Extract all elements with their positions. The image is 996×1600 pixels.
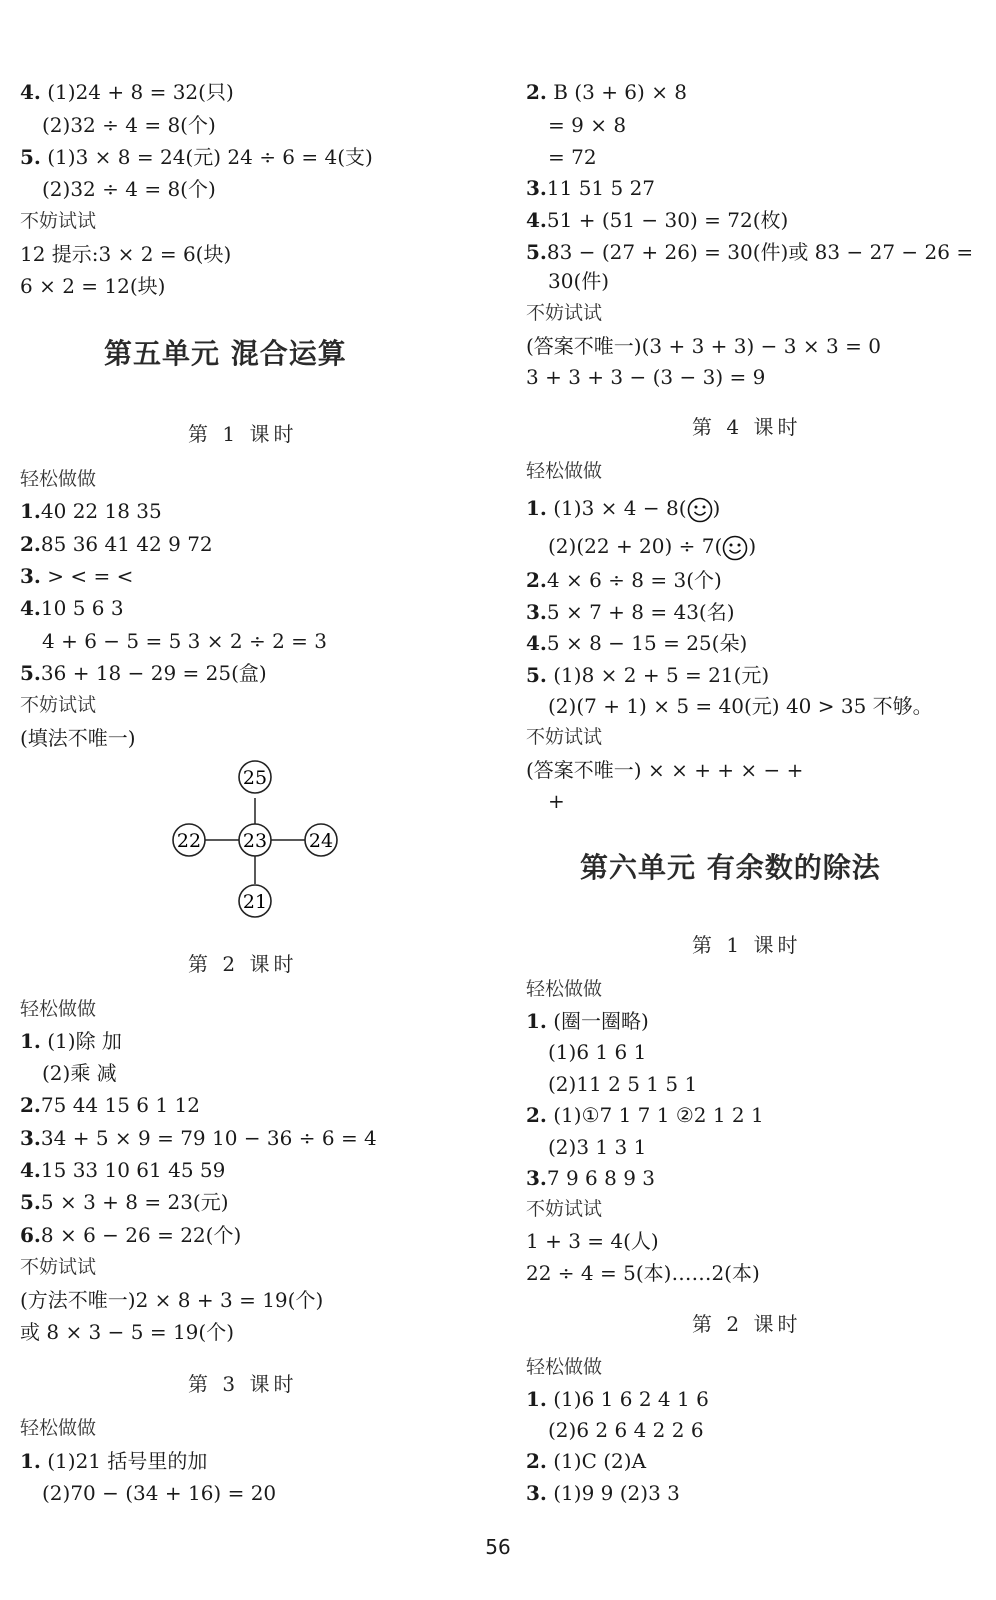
answer-line <box>526 1228 659 1254</box>
answer-line <box>548 1039 646 1065</box>
answer-number: 2. <box>526 1449 547 1473</box>
answer-text: 15 33 10 61 45 59 <box>40 1158 226 1182</box>
answer-number: 5. <box>526 240 547 264</box>
answer-line <box>526 1008 649 1034</box>
answer-line <box>526 1480 680 1506</box>
answer-text: 5 × 8 − 15 = 25(朵) <box>546 631 748 655</box>
answer-line <box>20 1448 207 1474</box>
answer-line <box>20 498 162 524</box>
answer-text: (圈一圈略) <box>546 1009 649 1033</box>
answer-line <box>20 79 234 105</box>
answer-text: 4 + 6 − 5 = 5 3 × 2 ÷ 2 = 3 <box>42 629 327 653</box>
unit6-lesson1-title: 第 1 课时 <box>692 933 802 957</box>
answer-text: (2)(7 + 1) × 5 = 40(元) 40 > 35 不够。 <box>548 694 933 718</box>
answer-line <box>548 268 609 294</box>
answer-line <box>548 1071 697 1097</box>
answer-number: 3. <box>526 1166 547 1190</box>
answer-text: (1)①7 1 7 1 ②2 1 2 1 <box>546 1103 764 1127</box>
answer-line <box>42 1480 276 1506</box>
answer-line <box>20 1222 241 1248</box>
answer-close-paren: ) <box>712 496 721 520</box>
answer-line <box>526 175 655 201</box>
answer-number: 2. <box>526 568 547 592</box>
answer-number: 2. <box>20 1093 41 1117</box>
answer-text: 5 × 3 + 8 = 23(元) <box>40 1190 229 1214</box>
answer-text: (1)8 × 2 + 5 = 21(元) <box>546 663 770 687</box>
answer-text: 51 + (51 − 30) = 72(枚) <box>546 208 789 232</box>
answer-number: 3. <box>526 176 547 200</box>
circle-center <box>239 824 271 856</box>
answer-line <box>526 207 788 233</box>
answer-line <box>20 273 165 299</box>
answer-text: (答案不唯一) × × + + × − + <box>526 758 804 782</box>
answer-text: (2)32 ÷ 4 = 8(个) <box>42 177 216 201</box>
answer-text: (1)6 1 6 1 <box>548 1040 647 1064</box>
answer-number: 1. <box>526 496 547 520</box>
answer-text: (2)乘 减 <box>42 1061 117 1085</box>
answer-text: 不妨试试 <box>20 694 97 716</box>
answer-line <box>526 364 765 390</box>
answer-text: 轻松做做 <box>20 1417 97 1439</box>
answer-text: 轻松做做 <box>20 468 97 490</box>
circle-top-value: 25 <box>242 767 268 789</box>
section-label <box>526 976 602 1002</box>
answer-number: 5. <box>20 145 41 169</box>
answer-text: 6 × 2 = 12(块) <box>20 274 166 298</box>
answer-text: 1 + 3 = 4(人) <box>526 1229 659 1253</box>
answer-number: 1. <box>526 1387 547 1411</box>
unit5-lesson2-title: 第 2 课时 <box>188 952 298 976</box>
answer-number: 2. <box>20 532 41 556</box>
circle-left-value: 22 <box>176 830 202 852</box>
answer-number: 5. <box>20 661 41 685</box>
answer-text: 7 9 6 8 9 3 <box>546 1166 656 1190</box>
answer-number: 4. <box>526 208 547 232</box>
section-label <box>20 996 96 1022</box>
section-label <box>526 1354 602 1380</box>
answer-line <box>526 757 803 783</box>
answer-text: = 72 <box>548 145 597 169</box>
answer-text: 22 ÷ 4 = 5(本)……2(本) <box>526 1261 760 1285</box>
answer-text: (2)(22 + 20) ÷ 7( <box>548 534 723 558</box>
answer-number: 4. <box>20 596 41 620</box>
answer-line <box>20 1125 377 1151</box>
answer-line <box>20 660 267 686</box>
answer-line <box>20 725 136 751</box>
answer-text: (答案不唯一)(3 + 3 + 3) − 3 × 3 = 0 <box>526 334 881 358</box>
smiley-face-icon <box>722 535 748 561</box>
answer-number: 3. <box>526 600 547 624</box>
answer-text: 10 5 6 3 <box>40 596 124 620</box>
answer-text: (2)6 2 6 4 2 2 6 <box>548 1418 704 1442</box>
answer-line <box>20 1287 323 1313</box>
answer-text: (1)24 + 8 = 32(只) <box>40 80 234 104</box>
answer-line <box>20 1189 229 1215</box>
answer-line <box>42 628 327 654</box>
answer-text: > < = < <box>40 564 134 588</box>
unit5-lesson4-title: 第 4 课时 <box>692 415 802 439</box>
answer-text: 不妨试试 <box>526 1198 603 1220</box>
answer-text: 不妨试试 <box>20 210 97 232</box>
answer-line <box>20 144 373 170</box>
answer-text: 85 36 41 42 9 72 <box>40 532 213 556</box>
answer-text: 3 + 3 + 3 − (3 − 3) = 9 <box>526 365 766 389</box>
answer-text: 5 × 7 + 8 = 43(名) <box>546 600 735 624</box>
answer-line <box>20 1028 122 1054</box>
answer-line <box>20 595 124 621</box>
answer-text: B (3 + 6) × 8 <box>546 80 688 104</box>
section-label <box>20 1415 96 1441</box>
answer-text: (2)11 2 5 1 5 1 <box>548 1072 698 1096</box>
section-label <box>526 458 602 484</box>
answer-number: 1. <box>526 1009 547 1033</box>
answer-text: 36 + 18 − 29 = 25(盒) <box>40 661 267 685</box>
answer-line <box>526 567 722 593</box>
answer-line <box>42 176 216 202</box>
answer-number: 1. <box>20 1029 41 1053</box>
answer-text: 30(件) <box>548 269 610 293</box>
answer-text: = 9 × 8 <box>548 113 627 137</box>
answer-text: 不妨试试 <box>526 302 603 324</box>
circle-right-value: 24 <box>308 830 334 852</box>
smiley-face-icon <box>687 497 713 523</box>
answer-line <box>526 239 973 265</box>
answer-line <box>526 1165 655 1191</box>
answer-text: (2)70 − (34 + 16) = 20 <box>42 1481 277 1505</box>
answer-text: 40 22 18 35 <box>40 499 162 523</box>
answer-line <box>20 241 231 267</box>
circle-bottom <box>239 885 271 917</box>
circle-center-value: 23 <box>242 830 268 852</box>
answer-number: 6. <box>20 1223 41 1247</box>
answer-number: 4. <box>20 1158 41 1182</box>
answer-number: 5. <box>20 1190 41 1214</box>
answer-text: 75 44 15 6 1 12 <box>40 1093 200 1117</box>
circle-right <box>305 824 337 856</box>
answer-number: 3. <box>20 564 41 588</box>
answer-line <box>526 662 769 688</box>
answer-number: 2. <box>526 80 547 104</box>
answer-line <box>20 1319 234 1345</box>
section-label <box>20 466 96 492</box>
answer-line <box>526 599 735 625</box>
unit5-lesson3-title: 第 3 课时 <box>188 1372 298 1396</box>
answer-line <box>42 1060 117 1086</box>
section-label <box>20 1254 96 1280</box>
answer-line <box>20 1157 225 1183</box>
section-label <box>20 692 96 718</box>
answer-text: 83 − (27 + 26) = 30(件)或 83 − 27 − 26 = <box>546 240 974 264</box>
section-label <box>526 1196 602 1222</box>
answer-text: 8 × 6 − 26 = 22(个) <box>40 1223 242 1247</box>
answer-line <box>20 1092 200 1118</box>
section-label <box>526 300 602 326</box>
circle-top <box>239 761 271 793</box>
answer-line <box>548 693 933 719</box>
answer-text: 轻松做做 <box>526 1356 603 1378</box>
answer-text: (1)除 加 <box>40 1029 122 1053</box>
answer-line <box>548 144 597 170</box>
circle-left <box>173 824 205 856</box>
answer-line <box>526 333 881 359</box>
answer-text: (1)C (2)A <box>546 1449 647 1473</box>
answer-number: 1. <box>20 499 41 523</box>
answer-line <box>526 1386 709 1412</box>
answer-text: + <box>548 789 565 813</box>
answer-text: (1)6 1 6 2 4 1 6 <box>546 1387 709 1411</box>
answer-text: (1)3 × 4 − 8( <box>546 496 687 520</box>
answer-line <box>526 630 747 656</box>
answer-text: 轻松做做 <box>526 978 603 1000</box>
answer-text: (2)32 ÷ 4 = 8(个) <box>42 113 216 137</box>
answer-number: 4. <box>20 80 41 104</box>
answer-line <box>20 563 133 589</box>
answer-text: 12 提示:3 × 2 = 6(块) <box>20 242 232 266</box>
answer-number: 5. <box>526 663 547 687</box>
answer-line-smile-1 <box>526 491 720 525</box>
answer-line <box>42 112 216 138</box>
answer-text: 不妨试试 <box>526 726 603 748</box>
answer-line-smile-2 <box>548 529 756 563</box>
answer-text: 或 8 × 3 − 5 = 19(个) <box>20 1320 235 1344</box>
page-number: 56 <box>485 1535 511 1559</box>
answer-text: (1)3 × 8 = 24(元) 24 ÷ 6 = 4(支) <box>40 145 373 169</box>
answer-line <box>548 1417 704 1443</box>
answer-text: (2)3 1 3 1 <box>548 1135 647 1159</box>
answer-text: (填法不唯一) <box>20 726 136 750</box>
answer-text: 4 × 6 ÷ 8 = 3(个) <box>546 568 722 592</box>
answer-line <box>20 531 213 557</box>
answer-text: 不妨试试 <box>20 1256 97 1278</box>
answer-number: 3. <box>20 1126 41 1150</box>
unit6-lesson2-title: 第 2 课时 <box>692 1312 802 1336</box>
answer-number: 3. <box>526 1481 547 1505</box>
answer-number: 4. <box>526 631 547 655</box>
answer-text: (方法不唯一)2 × 8 + 3 = 19(个) <box>20 1288 324 1312</box>
answer-number: 2. <box>526 1103 547 1127</box>
answer-line <box>548 788 565 814</box>
answer-line <box>526 1260 760 1286</box>
answer-close-paren: ) <box>748 534 757 558</box>
circle-bottom-value: 21 <box>242 891 268 913</box>
section-label <box>526 724 602 750</box>
unit5-lesson1-title: 第 1 课时 <box>188 422 298 446</box>
answer-text: (1)9 9 (2)3 3 <box>546 1481 680 1505</box>
answer-text: 轻松做做 <box>20 998 97 1020</box>
section-label <box>20 208 96 234</box>
answer-line <box>526 1448 646 1474</box>
answer-line <box>526 1102 764 1128</box>
answer-text: (1)21 括号里的加 <box>40 1449 208 1473</box>
answer-line <box>548 112 626 138</box>
number-cross-diagram <box>170 758 340 918</box>
answer-text: 轻松做做 <box>526 460 603 482</box>
answer-text: 11 51 5 27 <box>546 176 656 200</box>
unit6-title: 第六单元 有余数的除法 <box>580 851 881 884</box>
answer-line <box>548 1134 646 1160</box>
unit5-title: 第五单元 混合运算 <box>104 337 347 370</box>
answer-number: 1. <box>20 1449 41 1473</box>
answer-line <box>526 79 687 105</box>
answer-text: 34 + 5 × 9 = 79 10 − 36 ÷ 6 = 4 <box>40 1126 377 1150</box>
